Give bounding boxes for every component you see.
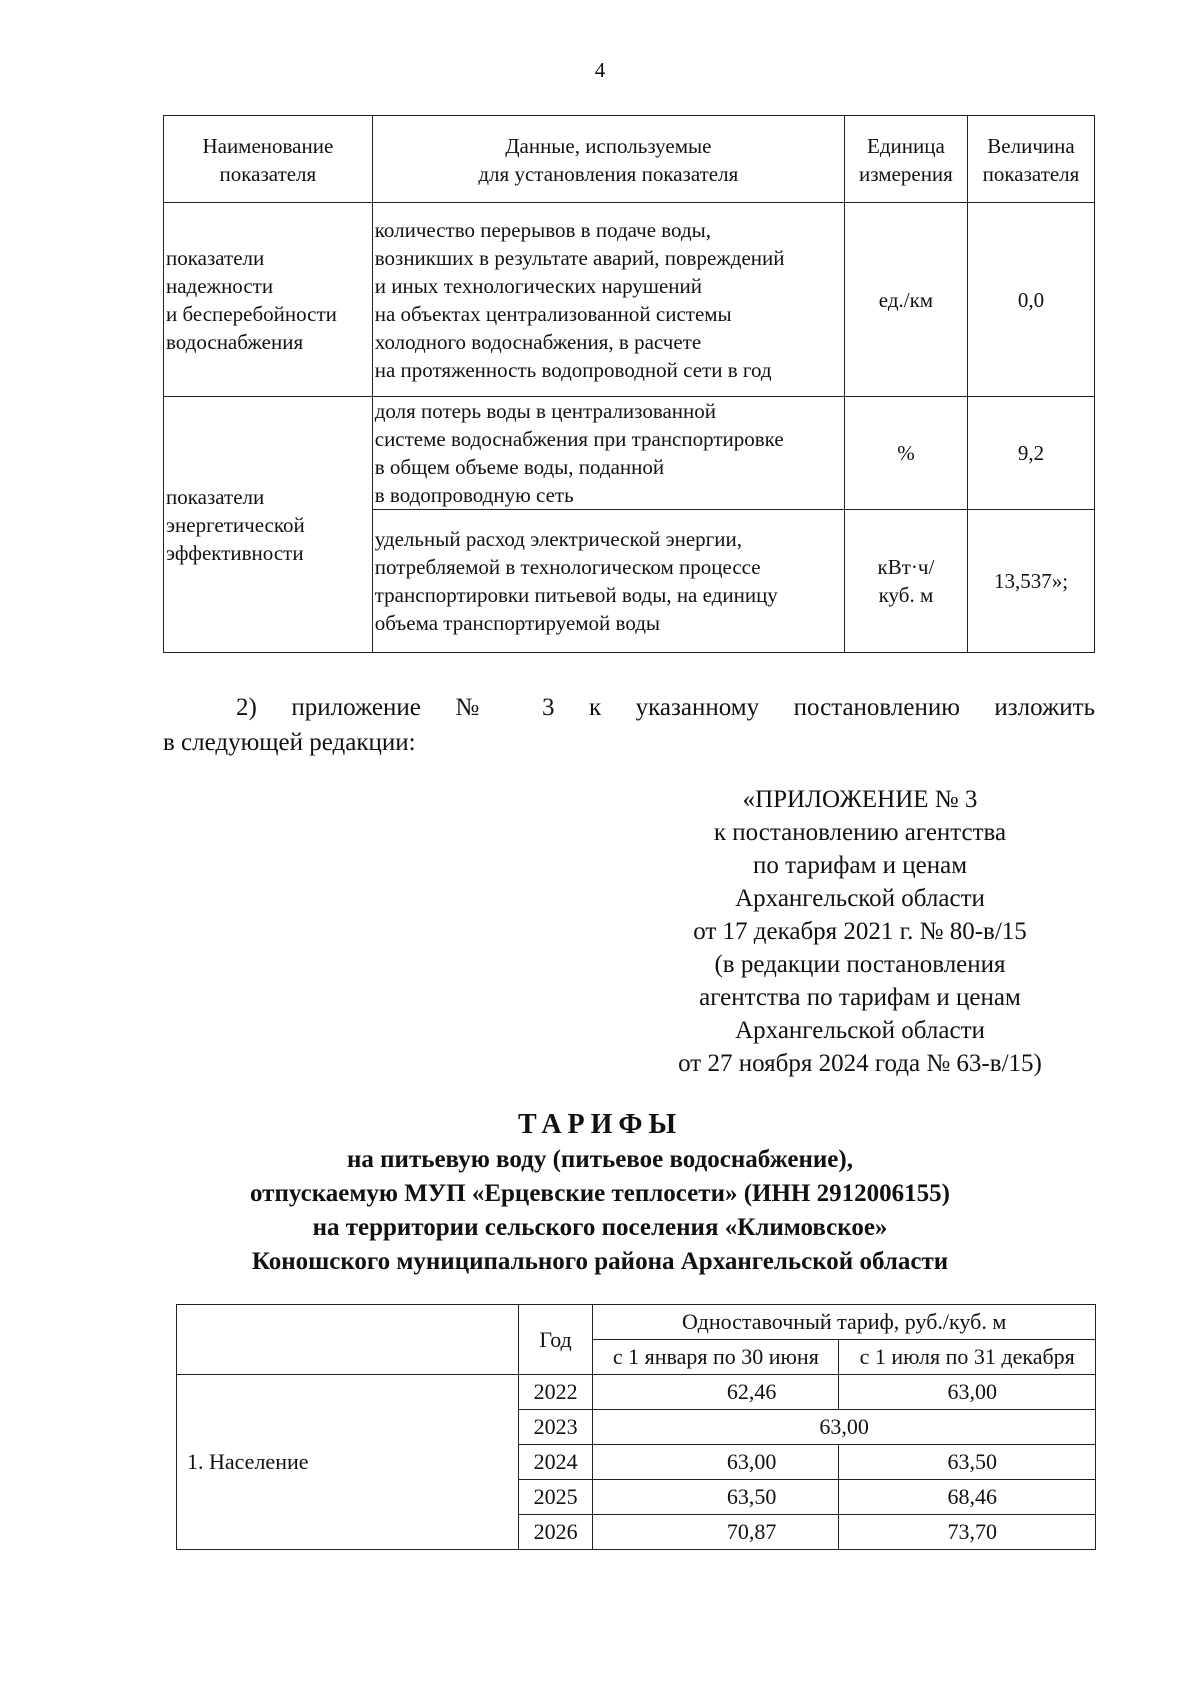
header-name-line: Наименование xyxy=(202,134,334,158)
indicator-data-cell xyxy=(372,397,844,510)
tariffs-year-cell: 2025 xyxy=(518,1480,592,1515)
indicator-group-line: водоснабжения xyxy=(166,329,304,354)
tariffs-half1-cell: 62,46 xyxy=(593,1375,839,1410)
header-value-line: Величина xyxy=(987,134,1075,158)
indicator-value-cell: 9,2 xyxy=(968,397,1095,510)
indicator-unit-cell: % xyxy=(844,397,967,510)
header-unit-line: Единица xyxy=(867,134,945,158)
appendix-line: Архангельской области xyxy=(735,1017,985,1044)
tariffs-table xyxy=(176,1304,1096,1550)
header-data-line: Данные, используемые xyxy=(505,134,712,158)
indicator-data-cell xyxy=(372,203,844,397)
indicator-data-line: доля потерь воды в централизованной xyxy=(374,399,717,423)
tariffs-half1-cell: 70,87 xyxy=(593,1515,839,1550)
tariffs-row xyxy=(177,1375,1096,1410)
tariffs-title-line: отпускаемую МУП «Ерцевские теплосети» (ИНН 2912006155) xyxy=(250,1180,950,1207)
tariffs-header-year: Год xyxy=(518,1305,592,1375)
tariffs-header-half1: с 1 января по 30 июня xyxy=(593,1340,839,1375)
indicator-data-line: холодного водоснабжения, в расчете xyxy=(374,329,702,354)
indicator-unit-line: кВт·ч/ xyxy=(877,555,935,579)
appendix-line: агентства по тарифам и ценам xyxy=(699,984,1021,1011)
header-name-line: показателя xyxy=(219,162,317,186)
tariffs-half1-cell: 63,50 xyxy=(593,1480,839,1515)
tariffs-header-tariff: Одноставочный тариф, руб./куб. м xyxy=(593,1305,1096,1340)
appendix-line: от 17 декабря 2021 г. № 80-в/15 xyxy=(693,918,1027,945)
indicator-group-line: надежности xyxy=(166,273,274,298)
amendment-paragraph xyxy=(163,690,1095,760)
header-value-line: показателя xyxy=(982,162,1080,186)
indicator-data-line: объема транспортируемой воды xyxy=(374,611,661,635)
indicator-data-line: и иных технологических нарушений xyxy=(374,273,702,298)
indicator-data-line: потребляемой в технологическом процессе xyxy=(374,555,761,579)
appendix-line: к постановлению агентства xyxy=(713,819,1007,846)
tariffs-title-line: Коношского муниципального района Архангельской области xyxy=(251,1248,949,1275)
header-name-cell xyxy=(164,116,373,203)
indicator-row-water-loss xyxy=(164,397,1095,510)
indicator-data-line: удельный расход электрической энергии, xyxy=(374,527,743,551)
tariffs-header-row xyxy=(177,1305,1096,1340)
indicator-data-line: системе водоснабжения при транспортировке xyxy=(374,427,784,451)
tariffs-half2-cell: 68,46 xyxy=(839,1480,1096,1515)
indicator-data-line: в водопроводную сеть xyxy=(374,483,574,507)
page-number: 4 xyxy=(594,58,606,82)
tariffs-title-line: на питьевую воду (питьевое водоснабжение), xyxy=(347,1146,853,1173)
indicator-group-line: и бесперебойности xyxy=(166,301,337,326)
indicator-data-line: возникших в результате аварий, повреждений xyxy=(374,245,785,270)
indicator-unit-cell: ед./км xyxy=(844,203,967,397)
indicator-group-reliability xyxy=(164,203,373,397)
indicator-unit-cell xyxy=(844,510,967,653)
tariffs-header-blank xyxy=(177,1305,519,1375)
appendix-line: (в редакции постановления xyxy=(714,951,1006,978)
paragraph-line: в следующей редакции: xyxy=(163,729,416,756)
tariffs-half2-cell: 63,50 xyxy=(839,1445,1096,1480)
appendix-line: «ПРИЛОЖЕНИЕ № 3 xyxy=(742,786,978,813)
indicators-table-header xyxy=(164,116,1095,203)
indicator-unit-line: куб. м xyxy=(878,583,934,607)
paragraph-line: 2) приложение № 3 к указанному постановлению изложить xyxy=(236,694,1095,721)
indicator-data-line: на протяженность водопроводной сети в год xyxy=(374,357,772,382)
tariffs-half1-cell: 63,00 xyxy=(593,1445,839,1480)
indicator-value-cell: 13,537»; xyxy=(968,510,1095,653)
appendix-line: от 27 ноября 2024 года № 63-в/15) xyxy=(678,1050,1042,1077)
indicator-data-line: транспортировки питьевой воды, на единицу xyxy=(374,583,778,607)
tariffs-header-half2: с 1 июля по 31 декабря xyxy=(839,1340,1096,1375)
header-data-line: для установления показателя xyxy=(478,162,739,186)
header-unit-line: измерения xyxy=(859,162,953,186)
indicator-row-reliability xyxy=(164,203,1095,397)
indicator-group-line: показатели xyxy=(166,245,265,270)
tariffs-year-cell: 2024 xyxy=(518,1445,592,1480)
indicator-group-line: энергетической xyxy=(166,512,305,537)
appendix-line: по тарифам и ценам xyxy=(752,852,968,879)
tariffs-merged-cell: 63,00 xyxy=(593,1410,1096,1445)
header-data-cell xyxy=(372,116,844,203)
indicator-data-line: на объектах централизованной системы xyxy=(374,301,732,326)
tariffs-half2-cell: 63,00 xyxy=(839,1375,1096,1410)
indicator-data-cell xyxy=(372,510,844,653)
indicator-data-line: количество перерывов в подаче воды, xyxy=(374,217,711,242)
tariffs-title-line: на территории сельского поселения «Климовское» xyxy=(312,1214,888,1241)
tariffs-group-label: 1. Население xyxy=(177,1375,519,1550)
tariffs-year-cell: 2026 xyxy=(518,1515,592,1550)
tariffs-title xyxy=(0,1107,1200,1279)
header-value-cell xyxy=(968,116,1095,203)
tariffs-year-cell: 2023 xyxy=(518,1410,592,1445)
indicator-group-line: показатели xyxy=(166,484,265,509)
appendix-line: Архангельской области xyxy=(735,885,985,912)
indicator-group-energy xyxy=(164,397,373,653)
indicators-table xyxy=(163,115,1095,653)
indicator-value-cell: 0,0 xyxy=(968,203,1095,397)
tariffs-half2-cell: 73,70 xyxy=(839,1515,1096,1550)
appendix-block xyxy=(600,783,1120,1080)
indicator-group-line: эффективности xyxy=(166,540,304,565)
indicator-data-line: в общем объеме воды, поданной xyxy=(374,455,665,479)
header-unit-cell xyxy=(844,116,967,203)
tariffs-year-cell: 2022 xyxy=(518,1375,592,1410)
tariffs-heading: ТАРИФЫ xyxy=(518,1109,682,1140)
